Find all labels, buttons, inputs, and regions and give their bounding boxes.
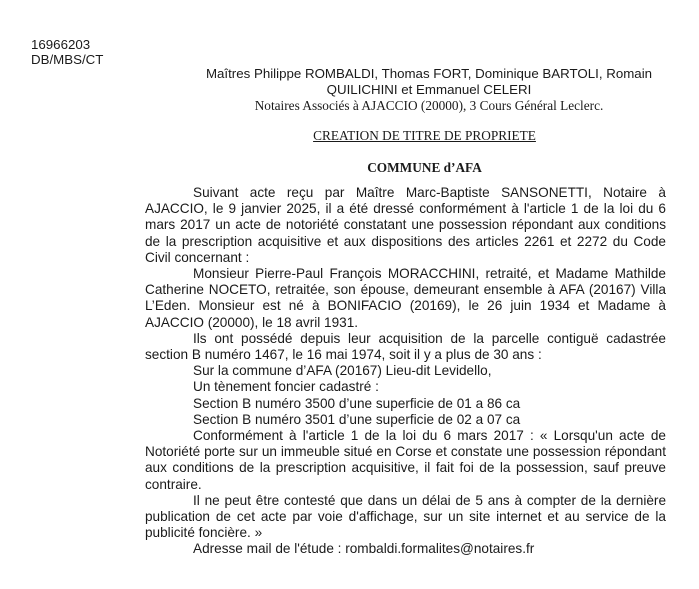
reference-block [31, 37, 103, 67]
notaries-names-line1: Maîtres Philippe ROMBALDI, Thomas FORT, Dominique BARTOLI, Romain [205, 66, 653, 81]
paragraph-parties: Monsieur Pierre-Paul François MORACCHINI, retraité, et Madame Mathilde Catherine NOCETO, retraitée, son épouse, demeurant ensemble à AFA (20167) Villa L’Eden. Monsieur est né à BONIFACIO (20169), le 26 juin 1934 et Madame à AJACCIO (20000), le 18 avril 1931. [145, 266, 666, 330]
property-line-commune: Sur la commune d’AFA (20167) Lieu-dit Levidello, [193, 363, 492, 379]
email-line: Adresse mail de l'étude : rombaldi.formalites@notaires.fr [193, 541, 535, 557]
reference-initials: DB/MBS/CT [31, 52, 104, 67]
notaries-address: Notaires Associés à AJACCIO (20000), 3 Cours Général Leclerc. [254, 98, 604, 113]
property-line-parcel-3500: Section B numéro 3500 d’une superficie de 01 a 86 ca [193, 395, 521, 411]
property-line-parcel-3501: Section B numéro 3501 d’une superficie de 02 a 07 ca [193, 411, 521, 427]
paragraph-possession: Ils ont possédé depuis leur acquisition de la parcelle contiguë cadastrée section B numéro 1467, le 16 mai 1974, soit il y a plus de 30 ans : [145, 330, 666, 363]
reference-number: 16966203 [31, 37, 91, 52]
paragraph-legal-article: Conformément à l'article 1 de la loi du 6 mars 2017 : « Lorsqu'un acte de Notoriété porte sur un immeuble situé en Corse et constate une possession répondant aux conditions de la prescription acquisitive, il fait foi de la possession, sauf preuve contraire. [145, 428, 666, 492]
document-body [145, 185, 666, 558]
document-title: CREATION DE TITRE DE PROPRIETE [313, 128, 536, 143]
notaries-names-line2: QUILICHINI et Emmanuel CELERI [326, 82, 532, 97]
paragraph-legal-contest: Il ne peut être contesté que dans un délai de 5 ans à compter de la dernière publication de cet acte par voie d'affichage, sur un site internet et au service de la publicité foncière. » [145, 492, 666, 541]
paragraph-acte: Suivant acte reçu par Maître Marc-Baptiste SANSONETTI, Notaire à AJACCIO, le 9 janvier 2025, il a été dressé conformément à l'article 1 de la loi du 6 mars 2017 un acte de notoriété constatant une possession répondant aux conditions de la prescription acquisitive et aux dispositions des articles 2261 et 2272 du Code Civil concernant : [145, 185, 666, 265]
property-line-tenement: Un tènement foncier cadastré : [193, 379, 379, 395]
commune-heading: COMMUNE d’AFA [367, 160, 482, 175]
notaries-header [186, 66, 672, 114]
